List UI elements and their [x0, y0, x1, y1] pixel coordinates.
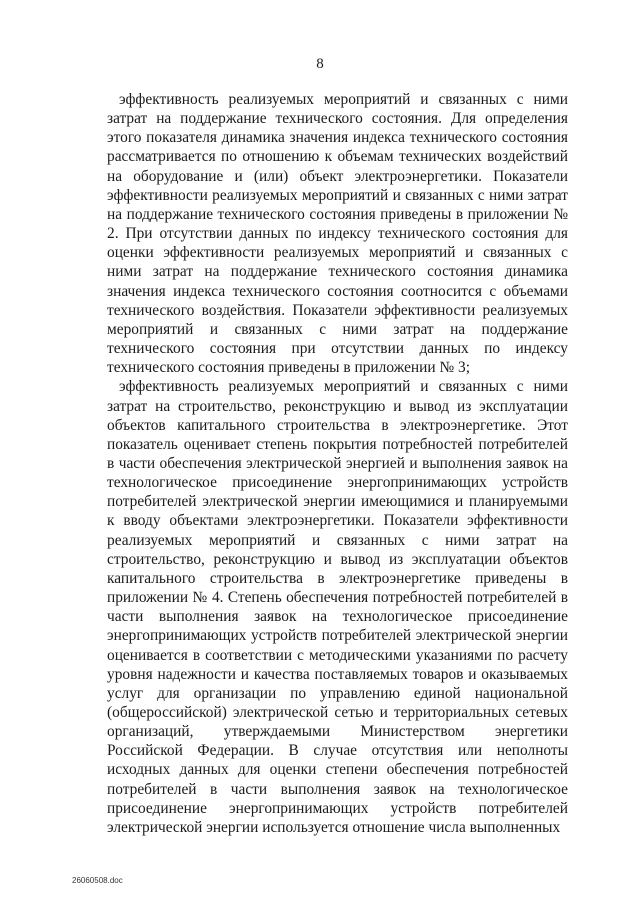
page-number: 8	[316, 56, 324, 72]
paragraph-construction: эффективность реализуемых мероприятий и связанных с ними затрат на строительство, реконструкцию и вывод из эксплуатации объектов капитального строительства в электроэнергетике. Этот показатель оценивает степень покрытия потребностей потребителей в части обеспечения электрической энергией и выполнения заявок на технологическое присоединение энергопринимающих устройств потребителей электрической энергии имеющимися и планируемыми к вводу объектами электроэнергетики. Показатели эффективности реализуемых мероприятий и связанных с ними затрат на строительство, реконструкцию и вывод из эксплуатации объектов капитального строительства в электроэнергетике приведены в приложении № 4. Степень обеспечения потребностей потребителей в части выполнения заявок на технологическое присоединение энергопринимающих устройств потребителей электрической энергии оценивается в соответствии с методическими указаниями по расчету уровня надежности и качества поставляемых товаров и оказываемых услуг для организации по управлению единой национальной (общероссийской) электрической сетью и территориальных сетевых организаций, утверждаемыми Министерством энергетики Российской Федерации. В случае отсутствия или неполноты исходных данных для оценки степени обеспечения потребностей потребителей в части выполнения заявок на технологическое присоединение энергопринимающих устройств потребителей электрической энергии используется отношение числа выполненных	[107, 378, 568, 836]
file-name-footer: 26060508.doc	[72, 876, 123, 885]
paragraph-technical-condition: эффективность реализуемых мероприятий и связанных с ними затрат на поддержание технического состояния. Для определения этого показателя динамика значения индекса технического состояния рассматривается по отношению к объемам технических воздействий на оборудование и (или) объект электроэнергетики. Показатели эффективности реализуемых мероприятий и связанных с ними затрат на поддержание технического состояния приведены в приложении № 2. При отсутствии данных по индексу технического состояния для оценки эффективности реализуемых мероприятий и связанных с ними затрат на поддержание технического состояния динамика значения индекса технического состояния соотносится с объемами технического воздействия. Показатели эффективности реализуемых мероприятий и связанных с ними затрат на поддержание технического состояния при отсутствии данных по индексу технического состояния приведены в приложении № 3;	[107, 91, 568, 377]
document-body	[107, 90, 568, 837]
